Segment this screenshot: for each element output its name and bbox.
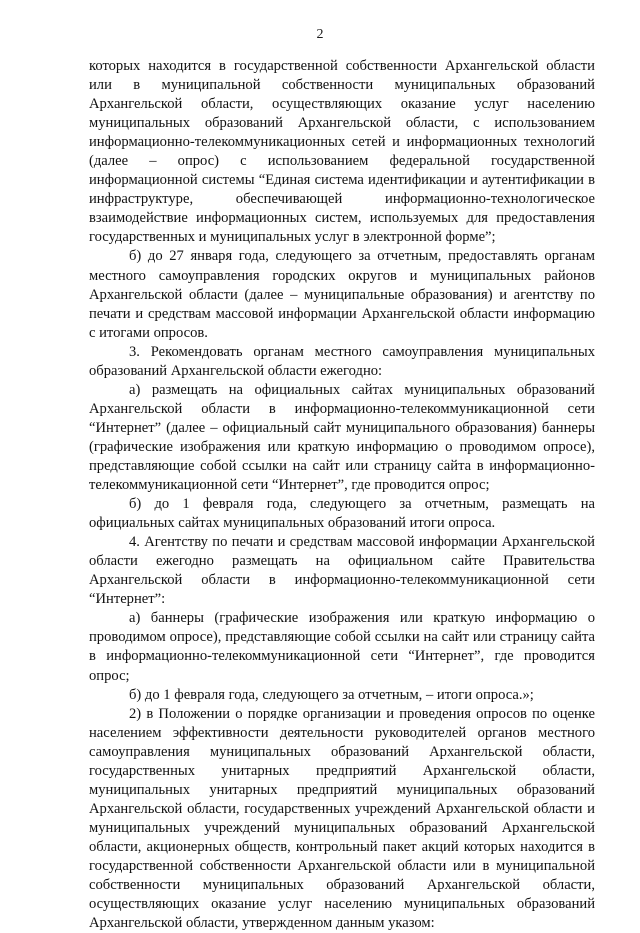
paragraph-item-b-reporting: б) до 27 января года, следующего за отчетным, предоставлять органам местного самоуправления городских округов и муниципальных районов Архангельской области (далее – муниципальные образования) и агентству по печати и средствам массовой информации Архангельской области информацию с итогами опросов.	[89, 248, 595, 341]
paragraph-item-3a: а) размещать на официальных сайтах муниципальных образований Архангельской области в информационно-телекоммуникационной сети “Интернет” (далее – официальный сайт муниципального образования) баннеры (графические изображения или краткую информацию о проводимом опросе), представляющие собой ссылки на сайт или страницу сайта в информационно-телекоммуникационной сети “Интернет”, где проводится опрос;	[89, 381, 595, 494]
paragraph-item-4a: а) баннеры (графические изображения или краткую информацию о проводимом опросе), представляющие собой ссылки на сайт или страницу сайта в информационно-телекоммуникационной сети “Интернет”, где проводится опрос;	[89, 610, 595, 684]
document-body	[89, 57, 595, 933]
paragraph-item-3: 3. Рекомендовать органам местного самоуправления муниципальных образований Архангельской области ежегодно:	[89, 343, 595, 379]
paragraph-continuation: которых находится в государственной собственности Архангельской области или в муниципальной собственности муниципальных образований Архангельской области, осуществляющих оказание услуг населению муниципальных образований Архангельской области, с использованием информационно-телекоммуникационных сетей и информационных технологий (далее – опрос) с использованием федеральной государственной информационной системы “Единая система идентификации и аутентификации в инфраструктуре, обеспечивающей информационно-технологическое взаимодействие информационных систем, используемых для предоставления государственных и муниципальных услуг в электронной форме”;	[89, 58, 595, 246]
paragraph-item-2: 2) в Положении о порядке организации и проведения опросов по оценке населением эффективности деятельности руководителей органов местного самоуправления муниципальных образований Архангельской области, государственных унитарных предприятий Архангельской области, муниципальных унитарных предприятий муниципальных образований Архангельской области, государственных учреждений Архангельской области и муниципальных учреждений муниципальных образований Архангельской области, акционерных обществ, контрольный пакет акций которых находится в государственной собственности Архангельской области или в муниципальной собственности муниципальных образований Архангельской области, осуществляющих оказание услуг населению муниципальных образований Архангельской области, утвержденном данным указом:	[89, 705, 595, 932]
paragraph-item-4b: б) до 1 февраля года, следующего за отчетным, – итоги опроса.»;	[129, 686, 534, 703]
paragraph-item-3b: б) до 1 февраля года, следующего за отчетным, размещать на официальных сайтах муниципальных образований итоги опроса.	[89, 496, 595, 532]
paragraph-item-4: 4. Агентству по печати и средствам массовой информации Архангельской области ежегодно размещать на официальном сайте Правительства Архангельской области в информационно-телекоммуникационной сети “Интернет”:	[89, 534, 595, 608]
page-number: 2	[316, 27, 324, 42]
